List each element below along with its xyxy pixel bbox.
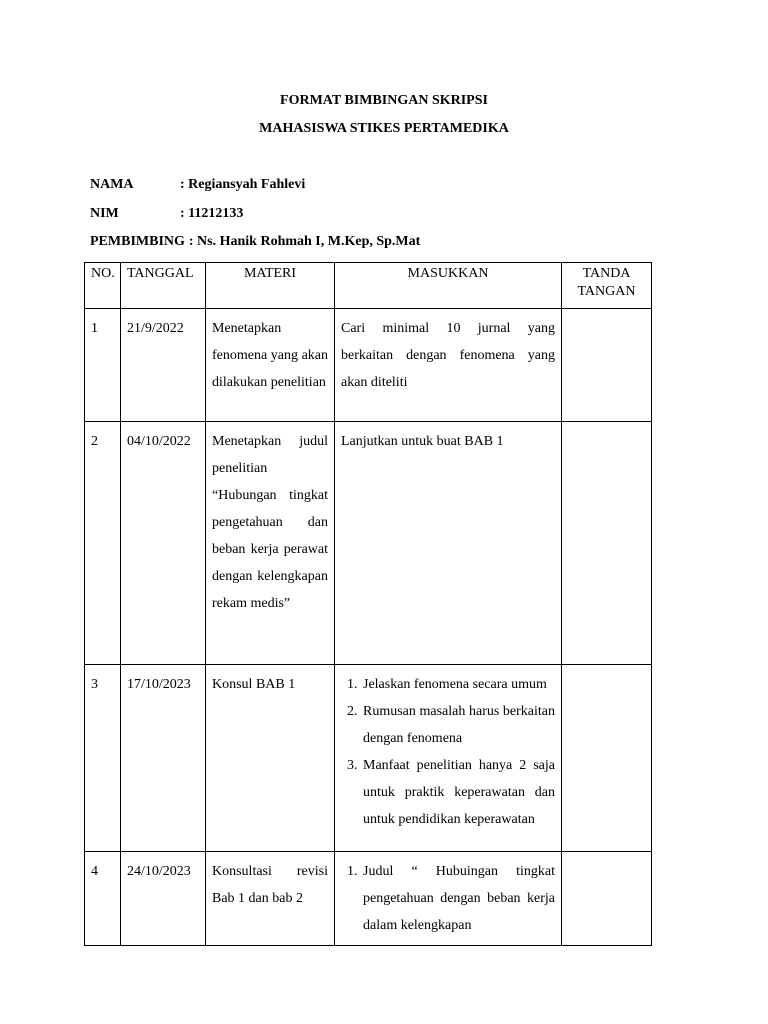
row-materi: Menetapkan judul penelitian “Hubungan tingkat pengetahuan dan beban kerja perawat dengan kelengkapan rekam medis” xyxy=(206,422,335,665)
guidance-table xyxy=(84,262,652,946)
header-materi: MATERI xyxy=(206,263,335,309)
row-tanggal: 21/9/2022 xyxy=(121,309,206,422)
nama-value: : Regiansyah Fahlevi xyxy=(180,177,306,192)
row-masukkan xyxy=(335,665,562,852)
row-tanggal: 04/10/2022 xyxy=(121,422,206,665)
row-masukkan: Cari minimal 10 jurnal yang berkaitan dengan fenomena yang akan diteliti xyxy=(335,309,562,422)
document-subtitle: MAHASISWA STIKES PERTAMEDIKA xyxy=(259,121,509,136)
header-masukkan: MASUKKAN xyxy=(335,263,562,309)
row-masukkan xyxy=(335,852,562,946)
suggestion-list xyxy=(341,671,555,833)
row-signature xyxy=(562,665,652,852)
row-tanggal: 17/10/2023 xyxy=(121,665,206,852)
suggestion-list xyxy=(341,858,555,939)
table-header-row xyxy=(85,263,652,309)
header-tanda-tangan: TANDA TANGAN xyxy=(562,263,652,309)
list-item: 1. Judul “ Hubuingan tingkat pengetahuan dengan beban kerja dalam kelengkapan xyxy=(361,858,555,939)
table-row xyxy=(85,422,652,665)
row-no: 4 xyxy=(85,852,121,946)
row-materi: Menetapkan fenomena yang akan dilakukan penelitian xyxy=(206,309,335,422)
list-item: 3. Manfaat penelitian hanya 2 saja untuk praktik keperawatan dan untuk pendidikan keperawatan xyxy=(361,752,555,833)
row-signature xyxy=(562,852,652,946)
student-nim-row xyxy=(90,206,243,222)
table-row xyxy=(85,665,652,852)
row-signature xyxy=(562,422,652,665)
nama-label: NAMA xyxy=(90,177,134,192)
table-row xyxy=(85,852,652,946)
header-tanggal: TANGGAL xyxy=(121,263,206,309)
nim-label: NIM xyxy=(90,206,119,221)
table-row xyxy=(85,309,652,422)
pembimbing-label: PEMBIMBING xyxy=(90,234,185,249)
list-item: 2. Rumusan masalah harus berkaitan dengan fenomena xyxy=(361,698,555,752)
row-no: 3 xyxy=(85,665,121,852)
header-no: NO. xyxy=(85,263,121,309)
student-name-row xyxy=(90,177,305,193)
document-title: FORMAT BIMBINGAN SKRIPSI xyxy=(280,93,488,108)
row-no: 1 xyxy=(85,309,121,422)
row-no: 2 xyxy=(85,422,121,665)
row-tanggal: 24/10/2023 xyxy=(121,852,206,946)
nim-value: : 11212133 xyxy=(180,206,244,221)
row-materi: Konsultasi revisi Bab 1 dan bab 2 xyxy=(206,852,335,946)
list-item: 1. Jelaskan fenomena secara umum xyxy=(361,671,555,698)
row-masukkan: Lanjutkan untuk buat BAB 1 xyxy=(335,422,562,665)
row-signature xyxy=(562,309,652,422)
row-materi: Konsul BAB 1 xyxy=(206,665,335,852)
pembimbing-value: : Ns. Hanik Rohmah I, M.Kep, Sp.Mat xyxy=(188,234,421,249)
pembimbing-row xyxy=(90,234,420,250)
